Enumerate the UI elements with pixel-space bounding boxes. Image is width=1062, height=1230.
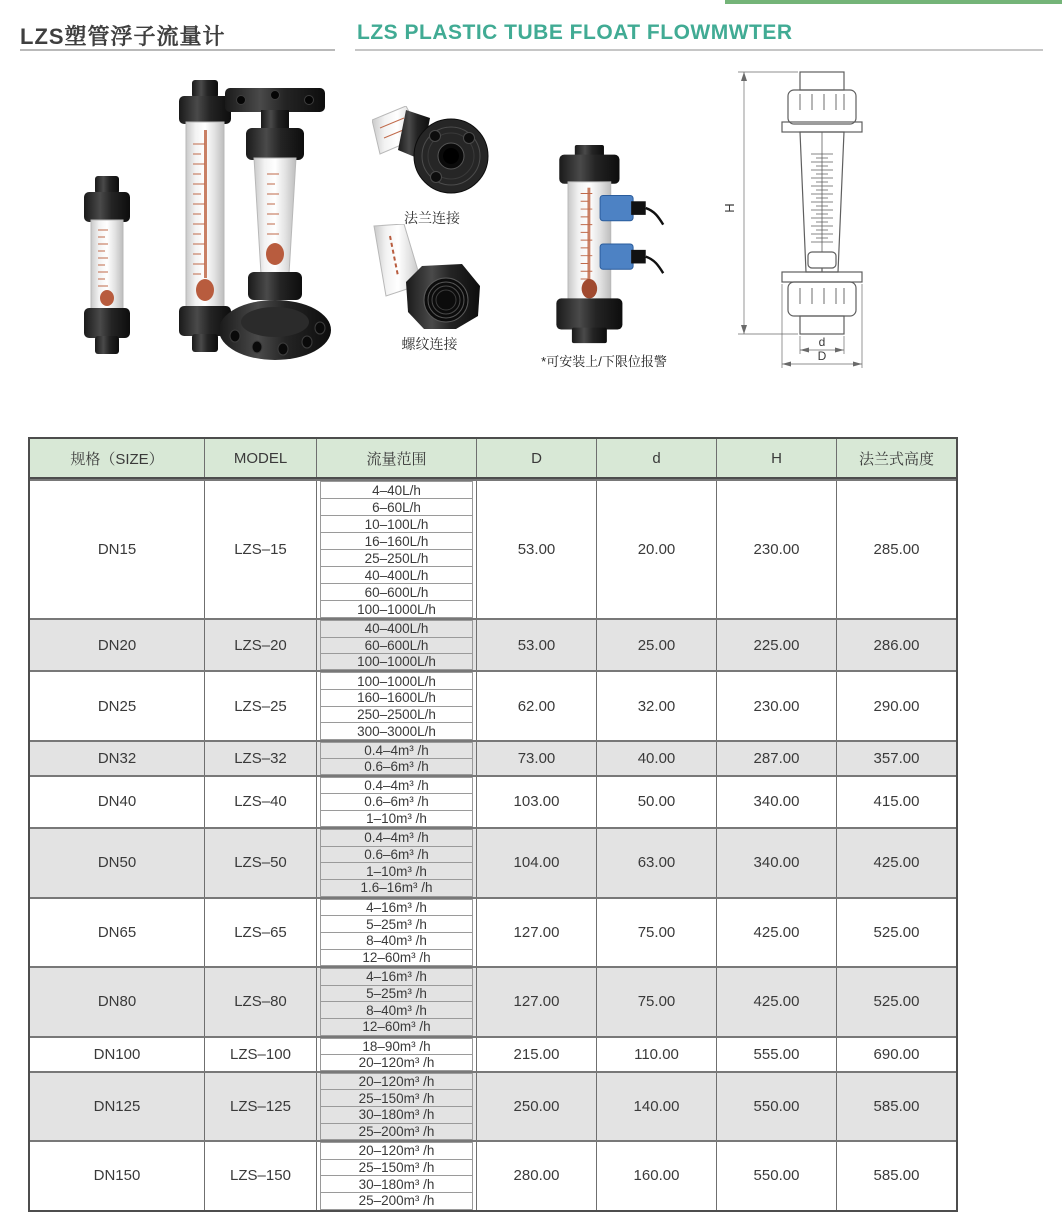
- flow-range-cell: [317, 742, 477, 775]
- model-cell: LZS–32: [205, 742, 317, 775]
- flow-range-item: 25–200m³ /h: [320, 1123, 473, 1141]
- flow-range-item: 4–16m³ /h: [320, 899, 473, 917]
- model-cell: LZS–80: [205, 968, 317, 1036]
- title-divider-zh: [20, 49, 335, 51]
- header-cell: MODEL: [205, 439, 317, 477]
- size-cell: DN100: [30, 1038, 205, 1071]
- page-title-zh: LZS塑管浮子流量计: [20, 24, 226, 49]
- dimension-cell-H: 230.00: [717, 481, 837, 618]
- dimension-cell-D: 127.00: [477, 968, 597, 1036]
- flow-range-item: 0.6–6m³ /h: [320, 846, 473, 864]
- dimension-cell-D: 53.00: [477, 620, 597, 670]
- flow-range-item: 4–40L/h: [320, 481, 473, 499]
- dimension-cell-d: 40.00: [597, 742, 717, 775]
- model-cell: LZS–50: [205, 829, 317, 897]
- dimension-cell-d: 160.00: [597, 1142, 717, 1210]
- dimension-cell-d: 63.00: [597, 829, 717, 897]
- flange-height-cell: 525.00: [873, 923, 920, 941]
- flow-range-item: 1–10m³ /h: [320, 862, 473, 880]
- table-row: [30, 827, 956, 897]
- flow-range-item: 1–10m³ /h: [320, 810, 473, 827]
- flow-range-cell: [317, 829, 477, 897]
- table-row: [30, 1036, 956, 1071]
- dimension-cell-d: 20.00: [597, 481, 717, 618]
- flange-connection-image: [372, 106, 492, 203]
- flow-range-item: 16–160L/h: [320, 532, 473, 550]
- alarm-caption: *可安装上/下限位报警: [541, 354, 667, 369]
- size-cell: DN125: [30, 1073, 205, 1141]
- flow-range-item: 8–40m³ /h: [320, 932, 473, 950]
- dimension-cell-D: 280.00: [477, 1142, 597, 1210]
- dimension-cell-d: 25.00: [597, 620, 717, 670]
- flange-height-cell: 525.00: [873, 993, 920, 1011]
- flowmeter-products-photo: [25, 58, 365, 373]
- dimension-cell-d: 75.00: [597, 899, 717, 967]
- header-cell: 流量范围: [317, 439, 477, 477]
- dimension-cell-H: 425.00: [717, 899, 837, 967]
- small-flowmeter: [84, 176, 130, 354]
- table-row: [30, 897, 956, 967]
- flow-range-item: 100–1000L/h: [320, 600, 473, 618]
- table-header-row: [30, 439, 956, 479]
- dimension-cell-D: 62.00: [477, 672, 597, 740]
- flow-range-item: 12–60m³ /h: [320, 949, 473, 967]
- flow-range-item: 1.6–16m³ /h: [320, 879, 473, 897]
- flow-range-item: 60–600L/h: [320, 583, 473, 601]
- tall-flowmeter: [179, 80, 231, 352]
- header-cell: 法兰式高度: [858, 450, 934, 468]
- size-cell: DN20: [30, 620, 205, 670]
- flange-height-cell: 357.00: [873, 749, 920, 767]
- dimension-cell-H: 425.00: [717, 968, 837, 1036]
- size-cell: DN50: [30, 829, 205, 897]
- thread-connection-image: [372, 224, 487, 329]
- flow-range-item: 0.4–4m³ /h: [320, 829, 473, 847]
- size-cell: DN15: [30, 481, 205, 618]
- dimension-cell-H: 230.00: [717, 672, 837, 740]
- model-cell: LZS–150: [205, 1142, 317, 1210]
- flow-range-cell: [317, 1073, 477, 1141]
- model-cell: LZS–25: [205, 672, 317, 740]
- flange-caption: 法兰连接: [404, 210, 460, 226]
- dimension-cell-D: 53.00: [477, 481, 597, 618]
- flange-height-cell: 286.00: [873, 636, 920, 654]
- flow-range-item: 40–400L/h: [320, 620, 473, 637]
- accent-bar: [725, 0, 1062, 4]
- model-cell: LZS–40: [205, 777, 317, 827]
- flange-connection-photo: [372, 106, 492, 203]
- dimension-drawing-image: [712, 58, 922, 376]
- flow-range-item: 20–120m³ /h: [320, 1142, 473, 1160]
- flow-range-cell: [317, 481, 477, 618]
- table-row: [30, 740, 956, 775]
- flow-range-item: 30–180m³ /h: [320, 1106, 473, 1124]
- flow-range-item: 8–40m³ /h: [320, 1001, 473, 1019]
- model-cell: LZS–20: [205, 620, 317, 670]
- dimension-cell-H: 340.00: [717, 829, 837, 897]
- flow-range-item: 20–120m³ /h: [320, 1054, 473, 1071]
- alarm-flowmeter-image: [540, 143, 665, 347]
- size-cell: DN80: [30, 968, 205, 1036]
- flange-height-cell: 585.00: [873, 1167, 920, 1185]
- size-cell: DN25: [30, 672, 205, 740]
- dimension-cell-H: 287.00: [717, 742, 837, 775]
- dimension-cell-H: 550.00: [717, 1142, 837, 1210]
- dimension-cell-D: 103.00: [477, 777, 597, 827]
- model-cell: LZS–100: [205, 1038, 317, 1071]
- flow-range-cell: [317, 899, 477, 967]
- dimension-cell-D: 127.00: [477, 899, 597, 967]
- page-title-en: LZS PLASTIC TUBE FLOAT FLOWMWTER: [357, 21, 793, 44]
- flow-range-item: 100–1000L/h: [320, 653, 473, 670]
- flange-height-cell: 690.00: [873, 1045, 920, 1063]
- flange-height-cell: 415.00: [873, 793, 920, 811]
- flow-range-item: 10–100L/h: [320, 515, 473, 533]
- table-row: [30, 618, 956, 670]
- dimension-cell-d: 50.00: [597, 777, 717, 827]
- flow-range-item: 4–16m³ /h: [320, 968, 473, 986]
- flow-range-item: 5–25m³ /h: [320, 915, 473, 933]
- flow-range-cell: [317, 968, 477, 1036]
- size-cell: DN65: [30, 899, 205, 967]
- flow-range-cell: [317, 777, 477, 827]
- flow-range-item: 20–120m³ /h: [320, 1073, 473, 1091]
- dimension-cell-D: 250.00: [477, 1073, 597, 1141]
- dim-label-inner-diameter: d: [818, 335, 826, 349]
- flow-range-item: 60–600L/h: [320, 637, 473, 654]
- dimension-cell-d: 75.00: [597, 968, 717, 1036]
- dim-label-outer-diameter: D: [817, 349, 827, 363]
- dimension-cell-d: 140.00: [597, 1073, 717, 1141]
- lower-limit-sensor: [600, 244, 663, 273]
- thread-connection-photo: [372, 224, 487, 329]
- title-divider-en: [355, 49, 1043, 51]
- dim-label-height: H: [722, 203, 737, 213]
- model-cell: LZS–125: [205, 1073, 317, 1141]
- flow-range-item: 6–60L/h: [320, 498, 473, 516]
- header-cell: D: [477, 439, 597, 477]
- flow-range-item: 25–150m³ /h: [320, 1089, 473, 1107]
- flow-range-item: 5–25m³ /h: [320, 985, 473, 1003]
- flange-height-cell: 585.00: [873, 1097, 920, 1115]
- flange-height-cell: 285.00: [873, 541, 920, 559]
- dimension-cell-d: 32.00: [597, 672, 717, 740]
- flow-range-item: 18–90m³ /h: [320, 1038, 473, 1055]
- dimension-cell-H: 550.00: [717, 1073, 837, 1141]
- table-row: [30, 479, 956, 618]
- dimension-cell-D: 73.00: [477, 742, 597, 775]
- dimension-drawing: [712, 58, 922, 376]
- table-row: [30, 966, 956, 1036]
- alarm-flowmeter-photo: [540, 143, 665, 347]
- flow-range-item: 12–60m³ /h: [320, 1018, 473, 1036]
- thread-caption: 螺纹连接: [401, 336, 458, 352]
- table-row: [30, 1071, 956, 1141]
- size-cell: DN150: [30, 1142, 205, 1210]
- dimension-cell-d: 110.00: [597, 1038, 717, 1071]
- table-row: [30, 670, 956, 740]
- dimension-cell-D: 215.00: [477, 1038, 597, 1071]
- flow-range-item: 160–1600L/h: [320, 689, 473, 707]
- flanged-flowmeter: [219, 88, 331, 360]
- flow-range-item: 30–180m³ /h: [320, 1175, 473, 1193]
- flow-range-item: 25–150m³ /h: [320, 1159, 473, 1177]
- flow-range-item: 100–1000L/h: [320, 672, 473, 690]
- header-cell: 规格（SIZE）: [30, 439, 205, 477]
- upper-limit-sensor: [600, 195, 663, 224]
- header-cell: d: [597, 439, 717, 477]
- flow-range-item: 40–400L/h: [320, 566, 473, 584]
- dimension-cell-H: 225.00: [717, 620, 837, 670]
- flow-range-item: 0.4–4m³ /h: [320, 742, 473, 759]
- flow-range-cell: [317, 620, 477, 670]
- size-cell: DN40: [30, 777, 205, 827]
- flow-range-cell: [317, 672, 477, 740]
- flow-range-item: 25–250L/h: [320, 549, 473, 567]
- flow-range-item: 250–2500L/h: [320, 706, 473, 724]
- flange-height-cell: 290.00: [873, 697, 920, 715]
- size-cell: DN32: [30, 742, 205, 775]
- dimension-cell-H: 340.00: [717, 777, 837, 827]
- flow-range-cell: [317, 1142, 477, 1210]
- table-row: [30, 775, 956, 827]
- model-cell: LZS–65: [205, 899, 317, 967]
- header-cell: H: [717, 439, 837, 477]
- flow-range-item: 300–3000L/h: [320, 722, 473, 740]
- flow-range-item: 25–200m³ /h: [320, 1192, 473, 1210]
- flow-range-item: 0.6–6m³ /h: [320, 758, 473, 775]
- flange-height-cell: 425.00: [873, 854, 920, 872]
- spec-table: [28, 437, 958, 1212]
- flow-range-item: 0.4–4m³ /h: [320, 777, 473, 794]
- dimension-cell-D: 104.00: [477, 829, 597, 897]
- model-cell: LZS–15: [205, 481, 317, 618]
- flow-range-item: 0.6–6m³ /h: [320, 793, 473, 810]
- table-row: [30, 1140, 956, 1210]
- flowmeter-products-image: [25, 58, 365, 373]
- dimension-cell-H: 555.00: [717, 1038, 837, 1071]
- flow-range-cell: [317, 1038, 477, 1071]
